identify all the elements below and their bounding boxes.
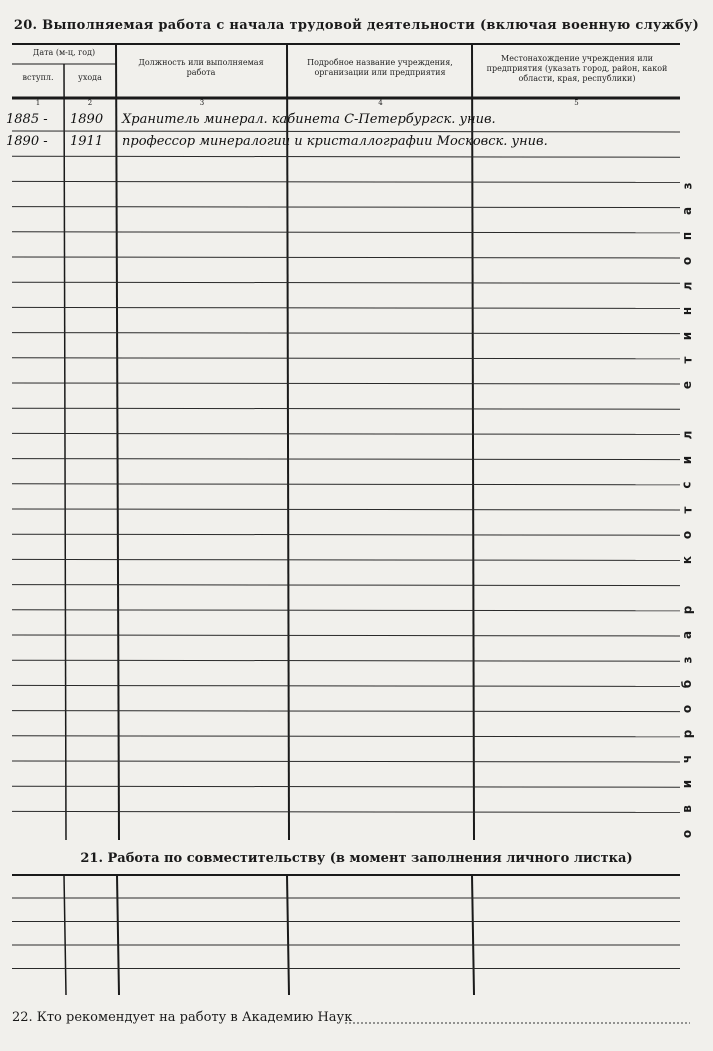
side-letter: а [679, 206, 694, 215]
side-letter [681, 583, 693, 587]
section-22-label: 22. Кто рекомендует на работу в Академию Наук [12, 1010, 353, 1025]
header-position: Должность или выполняемая работа [138, 58, 264, 77]
section-21-title: 21. Работа по совместительству (в момент заполнения личного листка) [80, 851, 633, 866]
row-rule [12, 207, 680, 208]
row-rule [12, 761, 680, 762]
side-letter: п [679, 231, 694, 240]
side-letter: р [680, 605, 694, 614]
header-location: Местонахождение учреждения или предприятия (указать город, район, какой области, края, республики) [486, 54, 668, 83]
side-letter: в [680, 805, 694, 813]
row-rule [12, 282, 680, 283]
header-date-group: Дата (м-ц, год) [32, 48, 96, 57]
row-1-leave: 1890 [70, 112, 104, 127]
side-letter: о [680, 256, 694, 265]
row-rule [12, 307, 680, 308]
side-letter: о [680, 829, 694, 839]
side-letter: з [679, 656, 694, 664]
row-rule [12, 811, 680, 812]
column-number: 5 [574, 99, 579, 107]
row-rule [12, 685, 680, 686]
row-rule [12, 660, 680, 661]
side-letter [681, 408, 693, 412]
row-rule [12, 585, 680, 586]
side-letter: о [680, 705, 694, 714]
side-letter: и [679, 779, 694, 789]
column-number: 4 [378, 99, 383, 107]
row-rule [12, 736, 680, 737]
row-1-entry: 1885 - [6, 112, 48, 127]
row-rule [12, 635, 680, 636]
header-entry: вступл. [22, 73, 54, 82]
row-rule [12, 257, 680, 258]
row-rule [12, 156, 680, 157]
row-1-text: Хранитель минерал. кабинета С-Петербургск. унив. [122, 112, 496, 127]
side-letter: е [679, 381, 694, 390]
row-2-entry: 1890 - [6, 134, 48, 149]
side-letter: к [680, 555, 694, 564]
header-institution: Подробное название учреждения, организации или предприятия [307, 58, 453, 77]
row-rule [12, 610, 680, 611]
row-rule [12, 534, 680, 535]
side-letter: б [679, 680, 694, 689]
side-letter: а [679, 630, 694, 639]
row-rule [12, 559, 680, 560]
side-letter: л [679, 430, 694, 440]
row-rule [12, 786, 680, 787]
row-rule [12, 509, 680, 510]
side-letter: л [679, 281, 694, 291]
row-2-text: профессор минералогии и кристаллографии Московск. унив. [122, 134, 548, 149]
side-letter: р [680, 729, 694, 739]
row-rule [12, 383, 680, 384]
column-number: 1 [35, 99, 41, 107]
row-rule [12, 358, 680, 359]
side-letter: и [679, 455, 694, 465]
side-letter: о [680, 530, 694, 540]
row-rule [12, 408, 680, 409]
row-rule [12, 484, 680, 485]
side-letter: ч [680, 755, 694, 764]
row-rule [12, 433, 680, 434]
side-letter: с [680, 481, 694, 489]
row-rule [12, 181, 680, 182]
row-rule [12, 333, 680, 334]
column-number: 3 [199, 99, 205, 107]
side-letter: т [680, 506, 694, 514]
side-letter: з [679, 182, 694, 190]
row-rule [12, 131, 680, 132]
row-2-leave: 1911 [70, 134, 104, 149]
row-rule [12, 232, 680, 233]
header-leave: ухода [78, 73, 102, 82]
side-instruction-text [672, 180, 702, 840]
side-letter: н [679, 306, 694, 315]
row-rule [12, 459, 680, 460]
side-letter: т [680, 356, 694, 364]
side-letter: и [679, 331, 694, 340]
column-number: 2 [87, 99, 93, 107]
row-rule [12, 711, 680, 712]
section-20-title: 20. Выполняемая работа с начала трудовой деятельности (включая военную службу) [13, 18, 700, 33]
